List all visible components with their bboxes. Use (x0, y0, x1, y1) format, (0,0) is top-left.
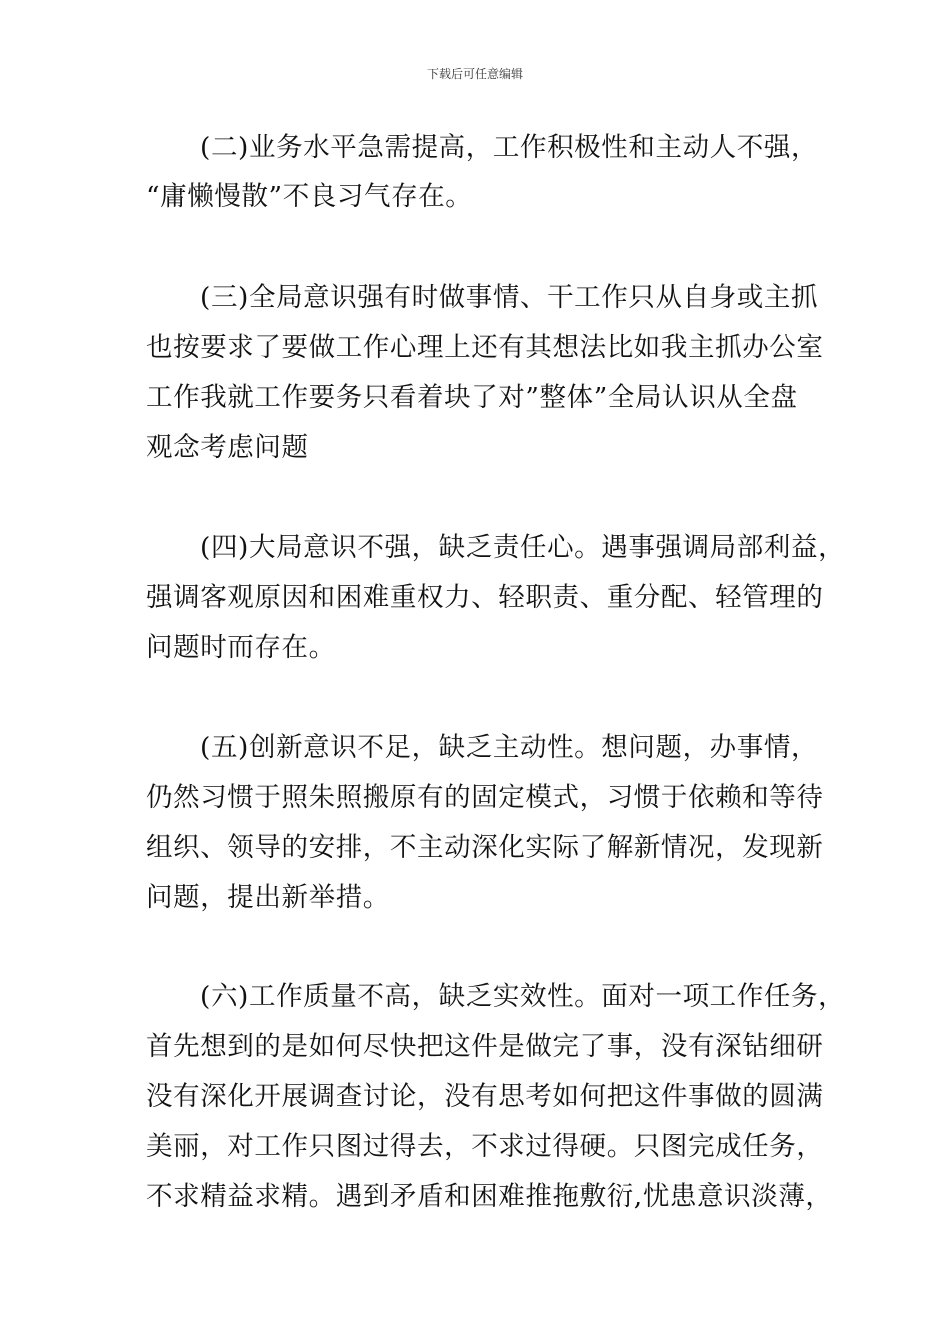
paragraph-2-line-1: (二)业务水平急需提高，工作积极性和主动人不强， (200, 132, 819, 163)
page-header: 下载后可任意编辑 (426, 67, 523, 81)
paragraph-6-line-1: (六)工作质量不高，缺乏实效性。面对一项工作任务， (200, 981, 846, 1012)
paragraph-3-line-1: (三)全局意识强有时做事情、干工作只从自身或主抓 (200, 282, 819, 313)
paragraph-4-line-2: 强调客观原因和困难重权力、轻职责、重分配、轻管理的 (146, 582, 824, 613)
paragraph-3-line-4: 观念考虑问题 (146, 432, 309, 463)
paragraph-4-line-3: 问题时而存在。 (146, 632, 336, 663)
paragraph-3-line-2: 也按要求了要做工作心理上还有其想法比如我主抓办公室 (146, 332, 824, 363)
paragraph-5-line-1: (五)创新意识不足，缺乏主动性。想问题，办事情， (200, 732, 819, 763)
paragraph-5-line-4: 问题，提出新举措。 (146, 882, 390, 913)
paragraph-6-line-3: 没有深化开展调查讨论，没有思考如何把这件事做的圆满 (146, 1081, 824, 1112)
paragraph-5-line-2: 仍然习惯于照朱照搬原有的固定模式，习惯于依赖和等待 (146, 782, 824, 813)
paragraph-4-line-1: (四)大局意识不强，缺乏责任心。遇事强调局部利益， (200, 532, 846, 563)
paragraph-5-line-3: 组织、领导的安排，不主动深化实际了解新情况，发现新 (146, 832, 824, 863)
paragraph-3-line-3: 工作我就工作要务只看着块了对”整体”全局认识从全盘 (146, 382, 798, 413)
paragraph-6-line-2: 首先想到的是如何尽快把这件是做完了事，没有深钻细研 (146, 1031, 824, 1062)
paragraph-2-line-2: “庸懒慢散”不良习气存在。 (146, 181, 473, 212)
paragraph-6-line-4: 美丽，对工作只图过得去，不求过得硬。只图完成任务， (146, 1131, 824, 1162)
paragraph-6-line-5: 不求精益求精。遇到矛盾和困难推拖敷衍,忧患意识淡薄， (146, 1181, 833, 1212)
